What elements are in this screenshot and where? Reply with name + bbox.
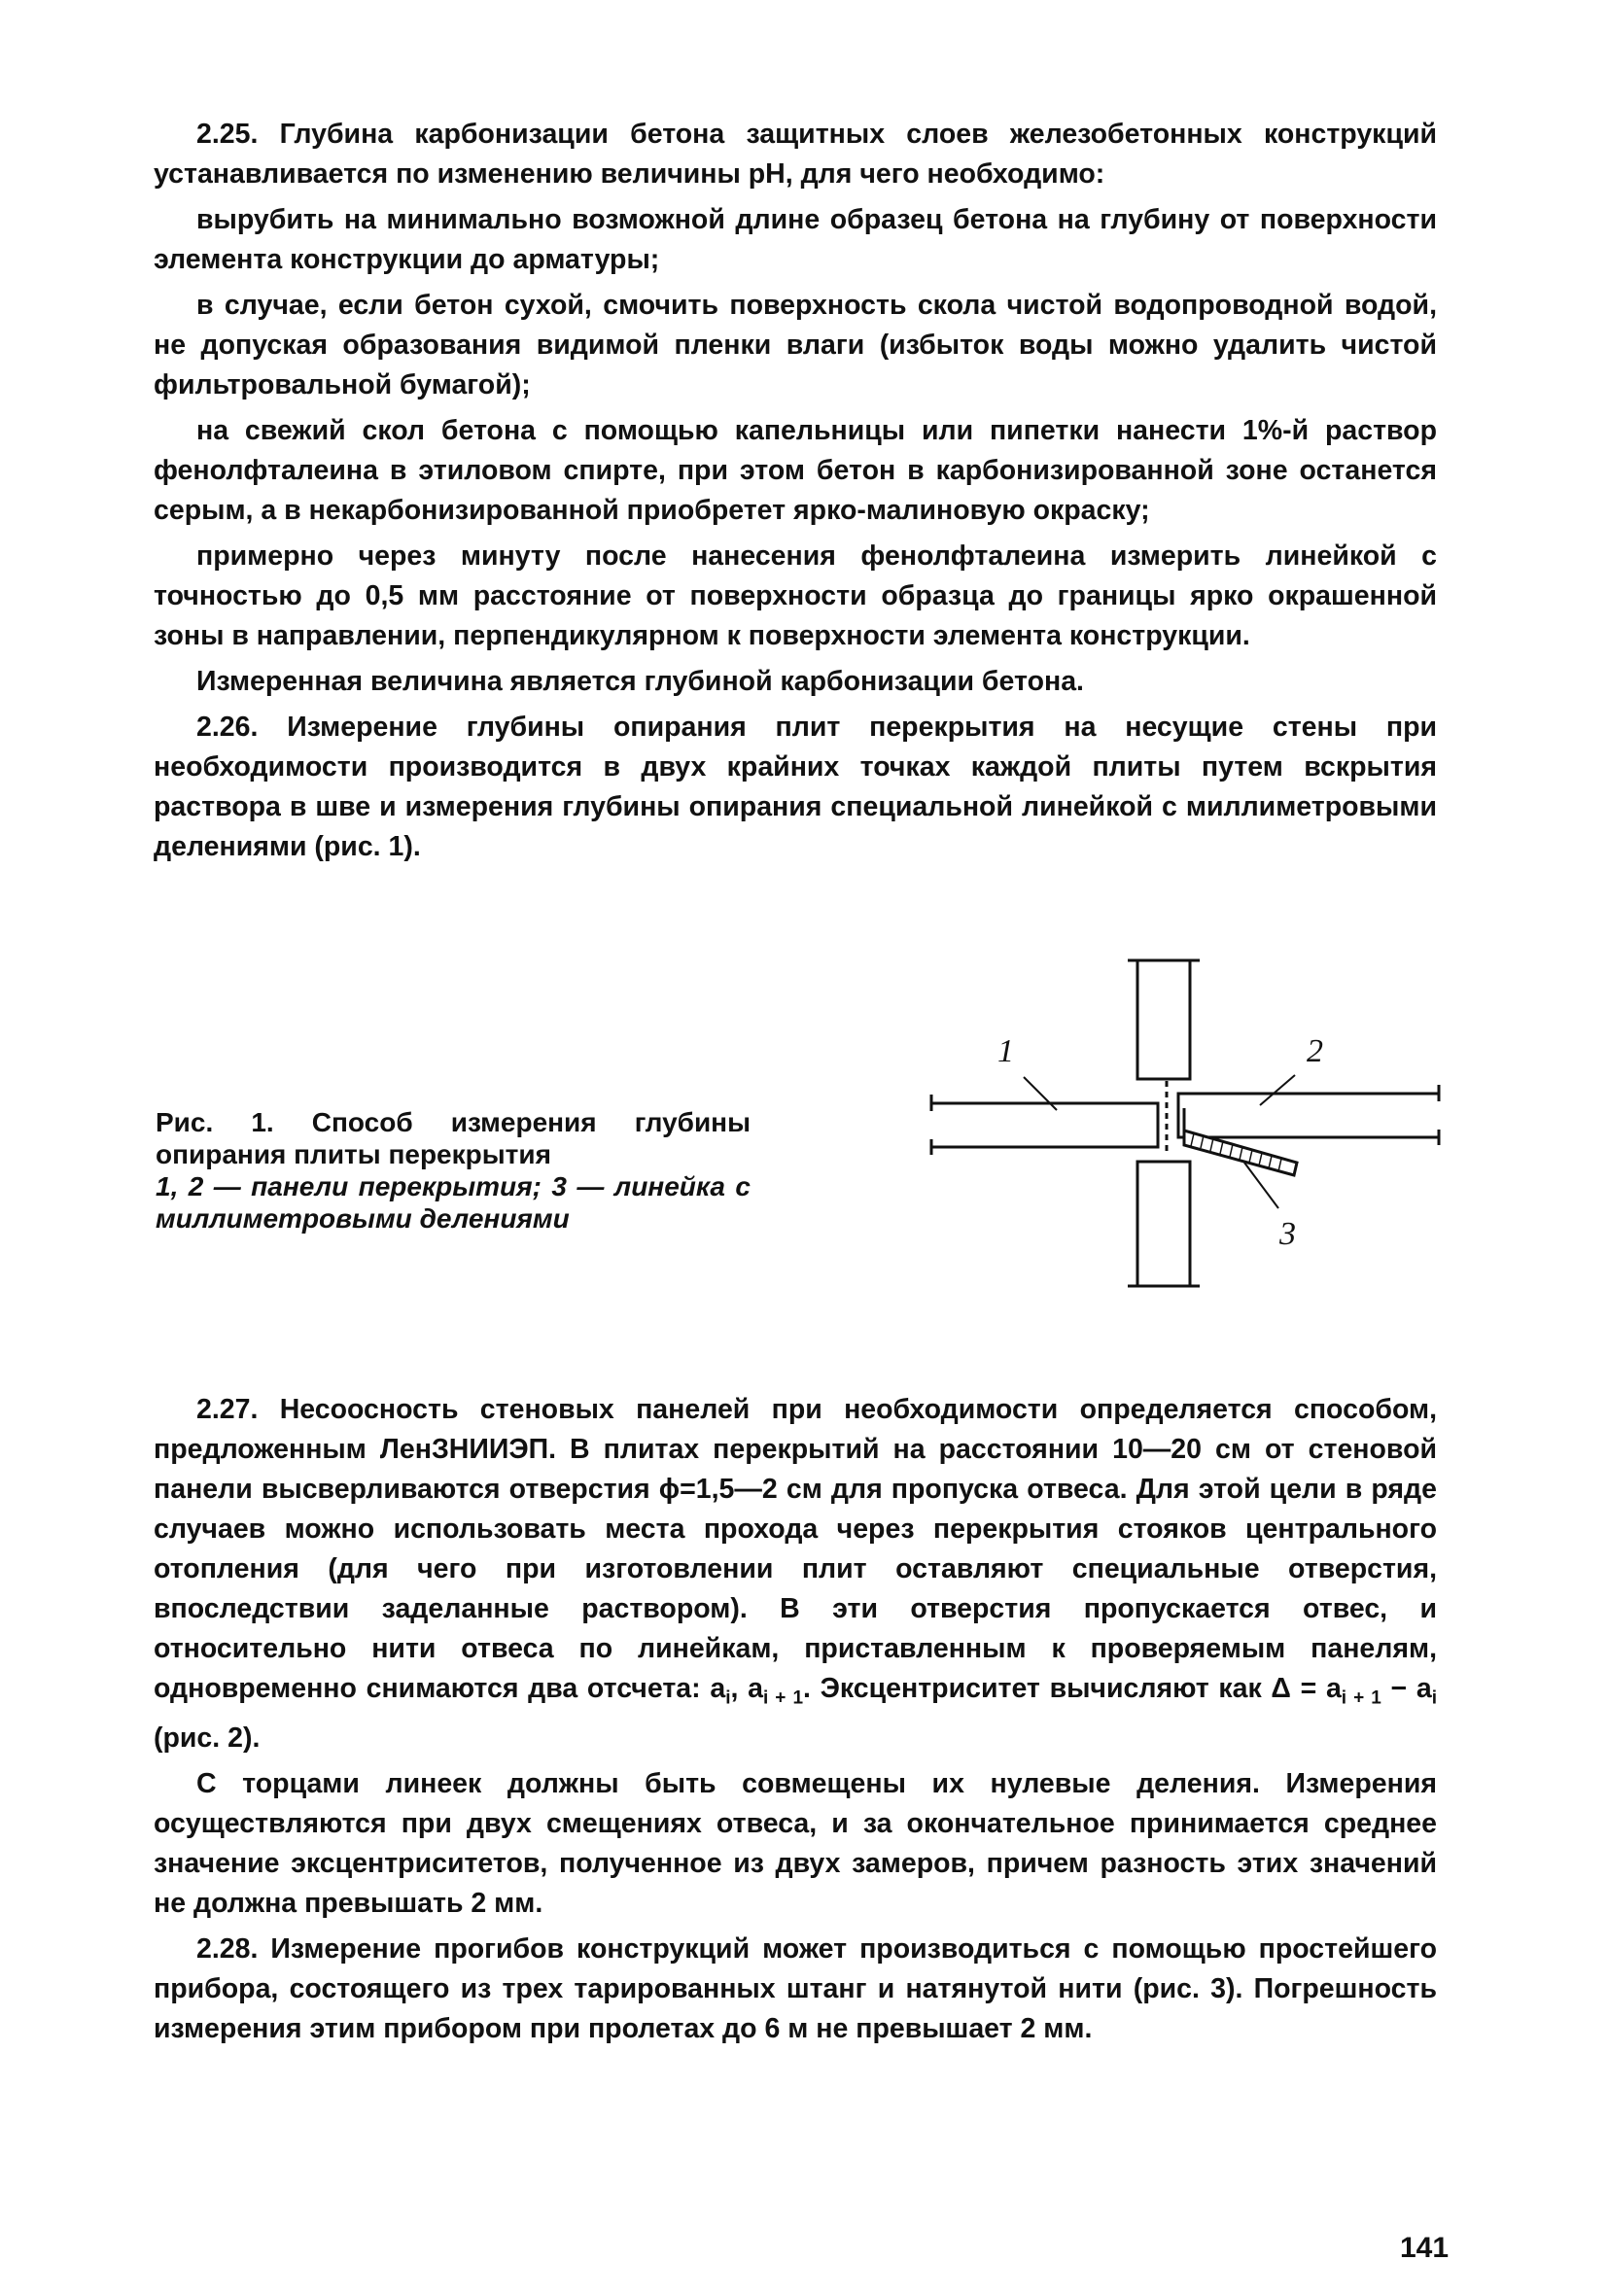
section-2-26-text: Измерение глубины опирания плит перекрытия на несущие стены при необходимости производится в двух крайних точках каждой плиты путем вскрытия раствора в шве и измерения глубины опирания специальной линейкой с миллиметровыми делениями (рис. 1). bbox=[154, 712, 1438, 862]
section-number-2-25: 2.25. bbox=[196, 119, 259, 150]
page-number: 141 bbox=[1400, 2232, 1450, 2264]
paragraph-2-25-step4: примерно через минуту после нанесения фенолфталеина измерить линейкой с точностью до 0,5 мм расстояние от поверхности образца до границы ярко окрашенной зоны в направлении, перпендикулярном к поверхности элемента конструкции. bbox=[154, 540, 1437, 651]
section-2-27-text-part2: . Эксцентриситет вычисляют как Δ = bbox=[803, 1673, 1326, 1704]
leader-line-1 bbox=[1024, 1077, 1057, 1110]
slab-panel-1 bbox=[931, 1103, 1158, 1147]
slab-panel-2 bbox=[1178, 1094, 1439, 1137]
paragraph-2-25-intro bbox=[154, 115, 1437, 194]
readout-a-i-plus-1: $a_{i + 1}$ bbox=[748, 1673, 804, 1709]
formula-a-i: $a_i$ bbox=[1416, 1673, 1438, 1709]
paragraph-2-27-second: С торцами линеек должны быть совмещены их нулевые деления. Измерения осуществляются при двух смещениях отвеса, и за окончательное принимается среднее значение эксцентриситетов, полученное из двух замеров, причем разность этих значений не должна превышать 2 мм. bbox=[154, 1767, 1437, 1919]
section-number-2-27: 2.27. bbox=[196, 1394, 259, 1425]
formula-a-i-plus-1: $a_{i + 1}$ bbox=[1325, 1673, 1381, 1709]
text-block-upper bbox=[154, 115, 1437, 873]
leader-line-2 bbox=[1260, 1075, 1295, 1105]
figure-label-1: 1 bbox=[997, 1033, 1014, 1069]
formula-minus: − bbox=[1381, 1673, 1416, 1704]
paragraph-2-28 bbox=[154, 1930, 1437, 2049]
figure-1-caption-title: Рис. 1. Способ измерения глубины опирания плиты перекрытия bbox=[156, 1107, 751, 1169]
figure-1-caption-description: 1, 2 — панели перекрытия; 3 — линейка с миллиметровыми делениями bbox=[156, 1171, 751, 1234]
text-block-lower bbox=[154, 1390, 1437, 2055]
upper-wall-panel bbox=[1137, 960, 1190, 1079]
figure-label-3: 3 bbox=[1279, 1216, 1296, 1252]
readout-a-i: $a_i$ bbox=[710, 1673, 731, 1709]
paragraph-2-25-step3: на свежий скол бетона с помощью капельницы или пипетки нанести 1%-й раствор фенолфталеина в этиловом спирте, при этом бетон в карбонизированной зоне останется серым, а в некарбонизированной приобретет ярко-малиновую окраску; bbox=[154, 415, 1437, 526]
figure-1-caption bbox=[156, 1106, 751, 1235]
section-2-27-text-part1: Несоосность стеновых панелей при необходимости определяется способом, предложенным ЛенЗНИИЭП. В плитах перекрытий на расстоянии 10—20 см от стеновой панели высверливаются отверстия ϕ=1,5—2 см для пропуска отвеса. Для этой цели в ряде случаев можно использовать места прохода через перекрытия стояков центрального отопления (для чего при изготовлении плит оставляют специальные отверстия, впоследствии заделанные раствором). В эти отверстия пропускается отвес, и относительно нити отвеса по линейкам, приставленным к проверяемым панелям, одновременно снимаются два отсчета: bbox=[154, 1394, 1437, 1704]
section-number-2-26: 2.26. bbox=[196, 712, 259, 743]
figure-1-diagram bbox=[924, 953, 1468, 1293]
paragraph-2-27: 2.27. Несоосность стеновых панелей при необходимости определяется способом, предложенным ЛенЗНИИЭП. В плитах перекрытий на расстоянии 10—20 см от стеновой панели высверливаются отверстия ϕ=1,5—2 см для пропуска отвеса. Для этой цели в ряде случаев можно использовать места прохода через перекрытия стояков центрального отопления (для чего при изготовлении плит оставляют специальные отверстия, впоследствии заделанные раствором). В эти отверстия пропускается отвес, и относительно нити отвеса по линейкам, приставленным к проверяемым панелям, одновременно снимаются два отсчета: $a_i$, $a_{i + 1}$. Эксцентриситет вычисляют как $\Delta = a_{i + 1} - a_i$ (рис. 2). bbox=[154, 1394, 1438, 1754]
paragraph-2-26 bbox=[154, 708, 1437, 867]
paragraph-2-25-step1: вырубить на минимально возможной длине образец бетона на глубину от поверхности элемента конструкции до арматуры; bbox=[154, 204, 1437, 275]
section-2-25-intro: Глубина карбонизации бетона защитных слоев железобетонных конструкций устанавливается по изменению величины pH, для чего необходимо: bbox=[154, 119, 1437, 190]
figure-label-2: 2 bbox=[1307, 1033, 1323, 1069]
section-2-28-text: Измерение прогибов конструкций может производиться с помощью простейшего прибора, состоящего из трех тарированных штанг и натянутой нити (рис. 3). Погрешность измерения этим прибором при пролетах до 6 м не превышает 2 мм. bbox=[154, 1932, 1437, 2044]
paragraph-2-25-step2: в случае, если бетон сухой, смочить поверхность скола чистой водопроводной водой, не допуская образования видимой пленки влаги (избыток воды можно удалить чистой фильтровальной бумагой); bbox=[154, 290, 1437, 400]
section-2-27-text-part3: (рис. 2). bbox=[154, 1722, 261, 1754]
paragraph-2-25-conclusion: Измеренная величина является глубиной карбонизации бетона. bbox=[196, 666, 1084, 697]
section-number-2-28: 2.28. bbox=[196, 1932, 259, 1965]
lower-wall-panel bbox=[1137, 1162, 1190, 1286]
